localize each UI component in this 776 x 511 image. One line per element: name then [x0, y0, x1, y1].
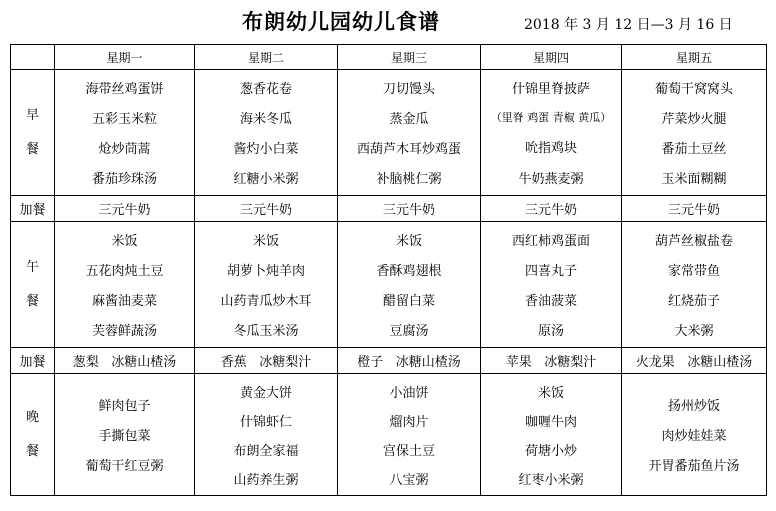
dish: 大米粥 [674, 324, 714, 339]
dish: 牛奶燕麦粥 [518, 171, 584, 187]
dish: 熘肉片 [389, 414, 429, 430]
dish: 西红柿鸡蛋面 [511, 234, 590, 249]
dish: 原汤 [537, 324, 564, 339]
dish: 宫保土豆 [382, 443, 435, 459]
dinner-cell [622, 374, 767, 496]
dish: 小油饼 [389, 385, 429, 401]
snack-fruit: 苹果 [505, 355, 532, 370]
dish: 家常带鱼 [667, 264, 720, 279]
snack-fruit: 橙子 [357, 355, 384, 370]
dish: 米饭 [537, 385, 564, 401]
dish: 黄金大饼 [239, 385, 292, 401]
dish: 海带丝鸡蛋饼 [85, 82, 164, 97]
dish: 冬瓜玉米汤 [233, 324, 299, 339]
day-header: 星期二 [195, 45, 338, 70]
snack-drink: 冰糖梨汁 [259, 355, 312, 370]
day-header: 星期三 [338, 45, 481, 70]
dish: 豆腐汤 [389, 324, 429, 339]
dish: 香酥鸡翅根 [376, 264, 442, 279]
dish: 胡萝卜炖羊肉 [226, 264, 305, 279]
lunch-cell [622, 222, 767, 348]
snack-fruit: 香蕉 [220, 355, 247, 370]
lunch-cell [338, 222, 481, 348]
snack-cell: 三元牛奶 [622, 196, 767, 222]
lunch-cell [195, 222, 338, 348]
date-range: 2018 年 3 月 12 日—3 月 16 日 [524, 17, 733, 33]
breakfast-cell [338, 70, 481, 196]
dish: 葱香花卷 [239, 82, 292, 97]
dish: 五彩玉米粒 [91, 112, 157, 127]
dish: 什锦虾仁 [239, 414, 292, 430]
header-row [11, 45, 767, 70]
dish: 海米冬瓜 [239, 112, 292, 127]
day-header: 星期一 [55, 45, 195, 70]
dish: 玉米面糊糊 [661, 172, 727, 187]
snack-cell: 三元牛奶 [195, 196, 338, 222]
menu-table [10, 44, 767, 496]
dish: 五花肉炖土豆 [85, 264, 164, 279]
dish: 米饭 [252, 234, 279, 249]
dish: 开胃番茄鱼片汤 [648, 459, 740, 474]
dish: 酱灼小白菜 [233, 142, 299, 157]
dish: 吮指鸡块 [524, 140, 577, 156]
dish: 补脑桃仁粥 [376, 172, 442, 187]
dish: 番茄珍珠汤 [91, 172, 157, 187]
snack-row-morning [11, 196, 767, 222]
dish: 炝炒茼蒿 [98, 142, 151, 157]
snack-fruit: 葱梨 [72, 355, 99, 370]
dish: 布朗全家福 [233, 443, 299, 459]
snack-drink: 冰糖梨汁 [544, 355, 597, 370]
dish: 米饭 [111, 234, 138, 249]
dish: 红枣小米粥 [518, 472, 584, 488]
dish: 山药青瓜炒木耳 [220, 294, 312, 309]
snack-cell [481, 348, 622, 374]
dish: 葫芦丝椒盐卷 [654, 234, 733, 249]
lunch-cell [55, 222, 195, 348]
dish: 葡萄干红豆粥 [85, 459, 164, 474]
snack-cell: 三元牛奶 [55, 196, 195, 222]
breakfast-cell [622, 70, 767, 196]
snack-row-afternoon [11, 348, 767, 374]
dish: 香油菠菜 [524, 294, 577, 309]
dinner-cell [481, 374, 622, 496]
snack-label: 加餐 [11, 348, 55, 374]
meal-label-breakfast: 早 餐 [11, 70, 55, 196]
dish: 葡萄干窝窝头 [654, 82, 733, 97]
dish: 荷塘小炒 [524, 443, 577, 459]
corner-cell [11, 45, 55, 70]
dinner-cell [338, 374, 481, 496]
snack-cell: 三元牛奶 [338, 196, 481, 222]
page-title: 布朗幼儿园幼儿食谱 [242, 9, 440, 34]
lunch-cell [481, 222, 622, 348]
breakfast-row [11, 70, 767, 196]
dish: 四喜丸子 [524, 264, 577, 279]
dish: 手撕包菜 [98, 429, 151, 444]
dinner-cell [195, 374, 338, 496]
dish: 西葫芦木耳炒鸡蛋 [356, 142, 461, 157]
day-header: 星期四 [481, 45, 622, 70]
snack-drink: 冰糖山楂汤 [395, 355, 461, 370]
snack-drink: 冰糖山楂汤 [687, 355, 753, 370]
dish: 芙蓉鲜蔬汤 [91, 324, 157, 339]
page-header [0, 0, 776, 44]
breakfast-cell [55, 70, 195, 196]
dish: 咖喱牛肉 [524, 414, 577, 430]
dish: 红糖小米粥 [233, 172, 299, 187]
dish: 红烧茄子 [667, 294, 720, 309]
dish: 扬州炒饭 [667, 399, 720, 414]
day-header: 星期五 [622, 45, 767, 70]
dish: 米饭 [395, 234, 422, 249]
meal-label-dinner: 晚 餐 [11, 374, 55, 496]
meal-label-lunch: 午 餐 [11, 222, 55, 348]
snack-cell [622, 348, 767, 374]
breakfast-cell [195, 70, 338, 196]
dish: 麻酱油麦菜 [91, 294, 157, 309]
snack-fruit: 火龙果 [635, 355, 675, 370]
dish-note: （里脊 鸡蛋 青椒 黄瓜） [490, 111, 612, 125]
snack-cell [338, 348, 481, 374]
dish: 刀切馒头 [382, 82, 435, 97]
dish: 醋留白菜 [382, 294, 435, 309]
snack-cell: 三元牛奶 [481, 196, 622, 222]
lunch-row [11, 222, 767, 348]
snack-cell [195, 348, 338, 374]
dish: 什锦里脊披萨 [511, 82, 590, 98]
dinner-cell [55, 374, 195, 496]
dish: 芹菜炒火腿 [661, 112, 727, 127]
dish: 肉炒娃娃菜 [661, 429, 727, 444]
snack-drink: 冰糖山楂汤 [111, 355, 177, 370]
dinner-row [11, 374, 767, 496]
breakfast-cell [481, 70, 622, 196]
dish: 山药养生粥 [233, 472, 299, 488]
snack-label: 加餐 [11, 196, 55, 222]
dish: 番茄土豆丝 [661, 142, 727, 157]
dish: 八宝粥 [389, 472, 429, 488]
dish: 蒸金瓜 [389, 112, 429, 127]
dish: 鲜肉包子 [98, 399, 151, 414]
snack-cell [55, 348, 195, 374]
